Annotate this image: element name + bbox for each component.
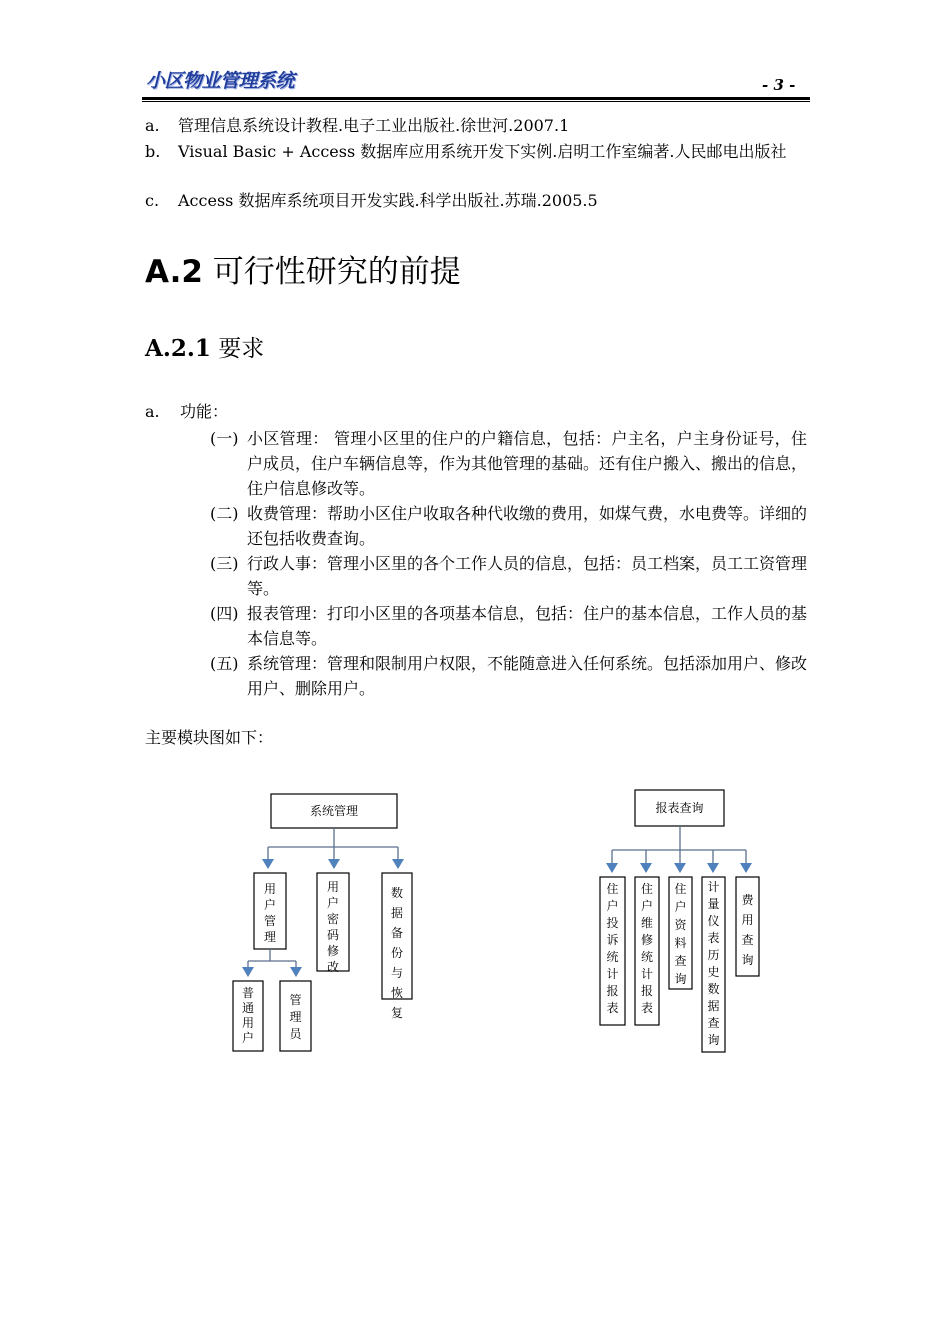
user-management-label: 用户管理 (263, 882, 277, 944)
section-title: 可行性研究的前提 (212, 254, 461, 290)
reference-text: 管理信息系统设计教程.电子工业出版社.徐世河.2007.1 (178, 116, 570, 135)
function-item-text: 行政人事：管理小区里的各个工作人员的信息，包括：员工档案，员工工资管理等。 (247, 554, 808, 598)
fee-query-label: 费用查询 (741, 893, 754, 967)
function-item-text: 报表管理：打印小区里的各项基本信息，包括：住户的基本信息，工作人员的基本信息等。 (247, 604, 808, 648)
administrator-label: 管理员 (289, 993, 302, 1041)
function-item-text: 小区管理： 管理小区里的住户的户籍信息，包括：户主名，户主身份证号，住户成员，住户车辆信息等，作为其他管理的基础。还有住户搬入、搬出的信息，住户信息修改等。 (247, 429, 808, 498)
diagram-left (233, 794, 412, 1051)
subsection-number: A.2.1 (145, 335, 211, 362)
meter-history-query-label: 计量仪表历史数据查询 (707, 880, 720, 1047)
function-item-label: (四) (210, 604, 239, 623)
diagram-right (600, 790, 759, 1052)
subsection-title: 要求 (218, 336, 265, 362)
reference-marker: b. (145, 142, 161, 161)
root-system-management-label: 系统管理 (309, 804, 359, 818)
section-number: A.2 (145, 254, 203, 290)
function-item-label: (三) (210, 554, 239, 573)
function-item-label: (二) (210, 504, 239, 523)
module-intro: 主要模块图如下： (145, 728, 274, 747)
root-report-query-label: 报表查询 (655, 801, 704, 815)
password-change-label: 用户密码修改 (326, 880, 340, 974)
function-item-label: (五) (210, 654, 239, 673)
function-marker: a. (145, 402, 160, 421)
reference-text: Access 数据库系统项目开发实践.科学出版社.苏瑞.2005.5 (178, 191, 598, 210)
complaint-report-label: 住户投诉统计报表 (606, 882, 619, 1015)
repair-report-label: 住户维修统计报表 (640, 882, 654, 1015)
function-item-text: 系统管理：管理和限制用户权限，不能随意进入任何系统。包括添加用户、修改用户、删除用户。 (247, 654, 808, 698)
header-title: 小区物业管理系统 (146, 70, 295, 92)
data-backup-label: 数据备份与恢复 (390, 886, 404, 1020)
function-item-text: 收费管理：帮助小区住户收取各种代收缴的费用，如煤气费，水电费等。详细的还包括收费查询。 (247, 504, 808, 548)
resident-info-query-label: 住户资料查询 (674, 882, 687, 986)
page-number: - 3 - (762, 76, 796, 94)
regular-user-label: 普通用户 (241, 986, 255, 1045)
function-label: 功能： (180, 402, 229, 421)
reference-text: Visual Basic + Access 数据库应用系统开发下实例.启明工作室编著.人民邮电出版社 (178, 142, 787, 161)
function-item-label: (一) (210, 429, 239, 448)
reference-marker: c. (145, 191, 160, 210)
reference-marker: a. (145, 116, 160, 135)
